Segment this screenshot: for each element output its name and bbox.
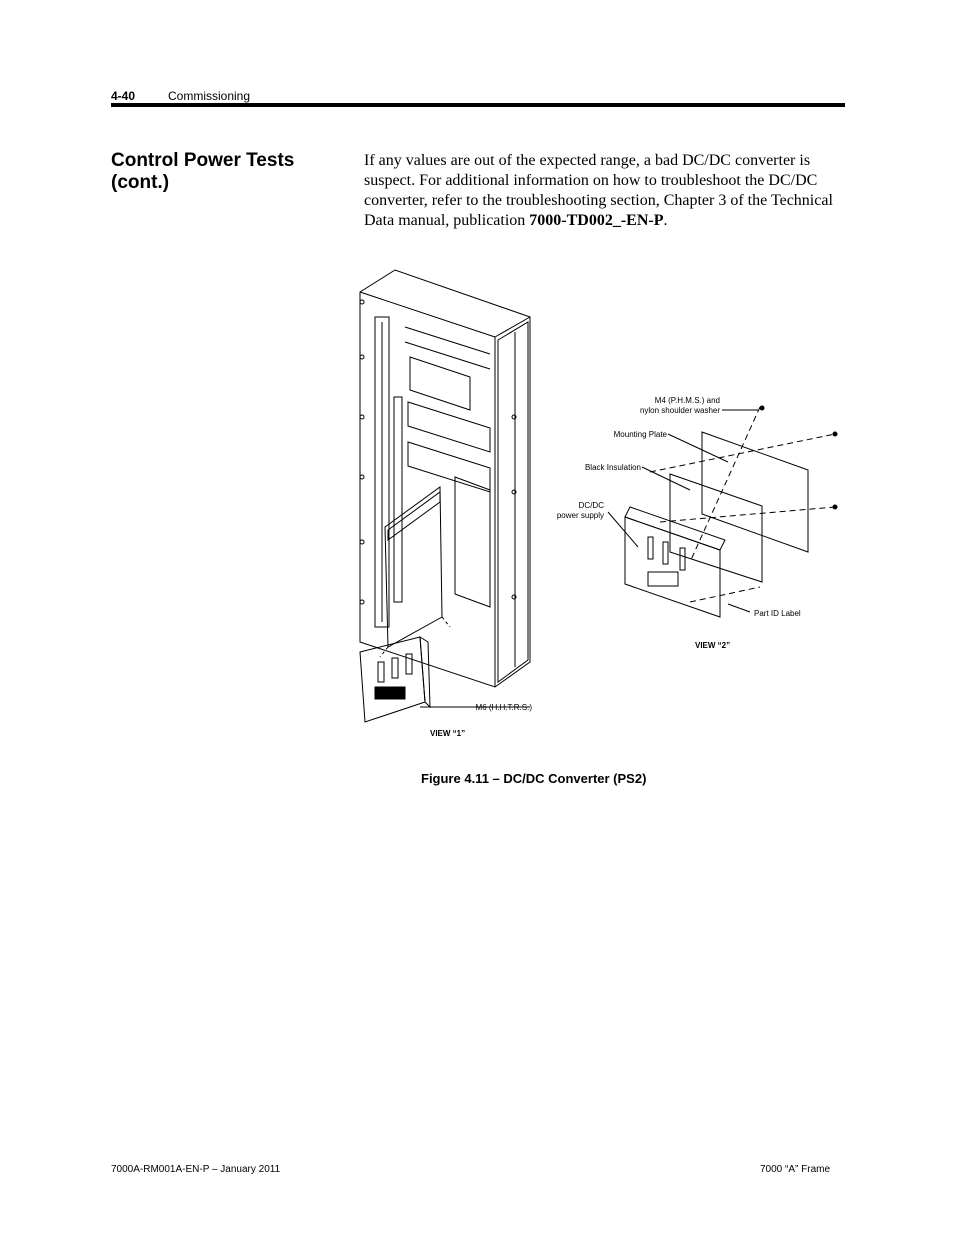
label-view-2: VIEW “2” bbox=[695, 641, 731, 650]
publication-number: 7000-TD002_-EN-P bbox=[529, 212, 664, 229]
label-m4-line2: nylon shoulder washer bbox=[639, 406, 720, 415]
label-m6: M6 (H.H.T.R.S.) bbox=[475, 703, 532, 712]
section-title: Control Power Tests (cont.) bbox=[111, 150, 295, 193]
body-paragraph bbox=[364, 151, 839, 231]
dc-dc-converter-figure bbox=[330, 262, 850, 752]
body-text-start: If any values are out of the expected range, a bad DC/DC converter is suspect. For additional information on how to troubleshoot the DC/DC converter, refer to the troubleshooting section, Chapter 3 of the Technical Data manual, publication bbox=[364, 152, 833, 229]
body-text-end: . bbox=[663, 212, 668, 229]
leader-arrows bbox=[420, 410, 758, 707]
footer-publication: 7000A-RM001A-EN-P – January 2011 bbox=[111, 1164, 281, 1175]
page-number: 4-40 bbox=[111, 89, 136, 103]
header-rule bbox=[111, 103, 845, 107]
label-dcdc-line2: power supply bbox=[556, 511, 604, 520]
footer-product: 7000 “A” Frame bbox=[760, 1164, 831, 1175]
label-black-insulation: Black Insulation bbox=[584, 463, 641, 472]
label-part-id: Part ID Label bbox=[754, 609, 801, 618]
label-m4-line1: M4 (P.H.M.S.) and bbox=[654, 396, 720, 405]
figure-caption: Figure 4.11 – DC/DC Converter (PS2) bbox=[421, 771, 647, 786]
cabinet-drawing bbox=[360, 270, 530, 722]
running-header: Commissioning bbox=[168, 89, 251, 103]
label-view-1: VIEW “1” bbox=[430, 729, 466, 738]
label-dcdc-line1: DC/DC bbox=[578, 501, 604, 510]
label-mounting-plate: Mounting Plate bbox=[613, 430, 667, 439]
